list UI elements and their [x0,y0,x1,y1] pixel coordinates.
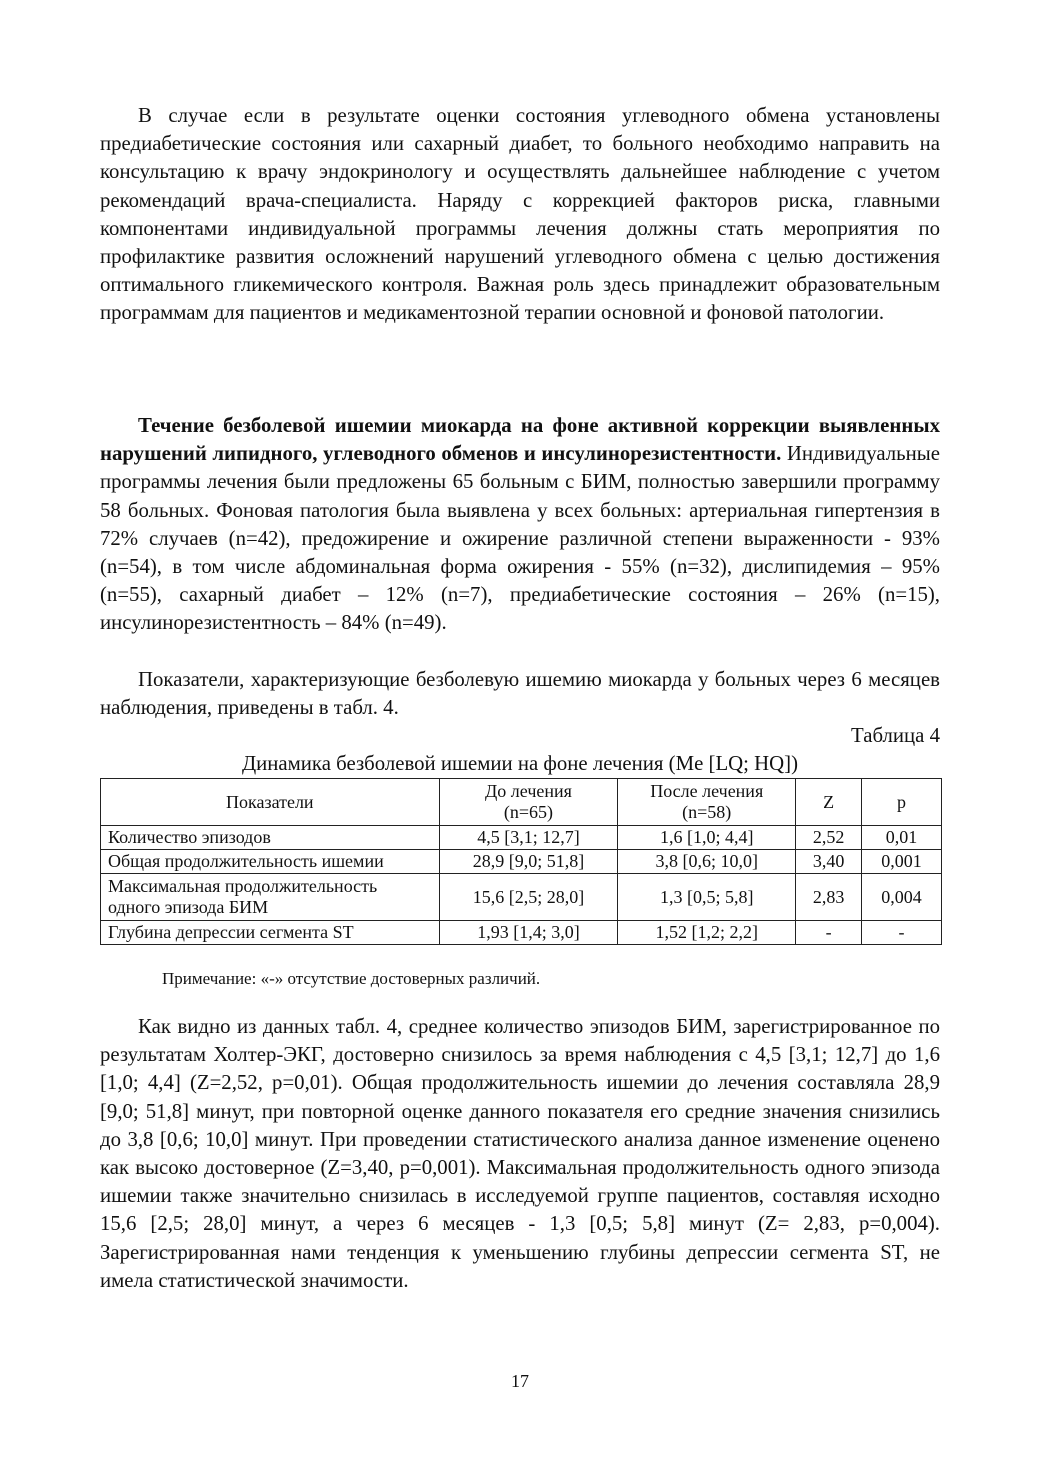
row-label-line2: одного эпизода БИМ [108,897,269,917]
header-after-label: После лечения [650,781,764,801]
table-note: Примечание: «-» отсутствие достоверных различий. [162,969,541,988]
header-before-label: До лечения [485,781,572,801]
row-z: 2,52 [796,826,862,850]
header-z: Z [796,779,862,826]
header-before-treatment [439,779,618,826]
row-after: 3,8 [0,6; 10,0] [618,850,796,874]
table-row [101,826,942,850]
row-label-line1: Максимальная продолжительность [108,876,378,896]
header-indicator: Показатели [101,779,440,826]
ischemia-dynamics-table [100,778,942,945]
table-row [101,850,942,874]
row-after: 1,6 [1,0; 4,4] [618,826,796,850]
table-row [101,921,942,945]
row-z: 2,83 [796,874,862,921]
paragraph-body: Индивидуальные программы лечения были предложены 65 больным с БИМ, полностью завершили программу 58 больных. Фоновая патология была выявлена у всех больных: артериальная гипертензия в 72% случаев (n=42), предожирение и ожирение различной степени выраженности - 93% (n=54), в том числе абдоминальная форма ожирения - 55% (n=32), дислипидемия – 95% (n=55), сахарный диабет – 12% (n=7), предиабетические состояния – 26% (n=15), инсулинорезистентность – 84% (n=49). [100,442,940,635]
header-after-treatment [618,779,796,826]
row-z: - [796,921,862,945]
header-after-n: (n=58) [682,802,732,822]
row-z: 3,40 [796,850,862,874]
row-p: 0,001 [862,850,942,874]
paragraph-table-intro: Показатели, характеризующие безболевую ишемию миокарда у больных через 6 месяцев наблюдения, приведены в табл. 4. [100,668,940,720]
row-label: Количество эпизодов [101,826,440,850]
row-label: Общая продолжительность ишемии [101,850,440,874]
table-title: Динамика безболевой ишемии на фоне лечения (Me [LQ; HQ]) [241,752,799,775]
page-number: 17 [511,1371,529,1391]
row-p: 0,01 [862,826,942,850]
row-before: 4,5 [3,1; 12,7] [439,826,618,850]
table-row [101,874,942,921]
row-before: 1,93 [1,4; 3,0] [439,921,618,945]
row-label [101,874,440,921]
row-after: 1,52 [1,2; 2,2] [618,921,796,945]
paragraph-results-discussion: Как видно из данных табл. 4, среднее количество эпизодов БИМ, зарегистрированное по результатам Холтер-ЭКГ, достоверно снизилось за время наблюдения с 4,5 [3,1; 12,7] до 1,6 [1,0; 4,4] (Z=2,52, p=0,01). Общая продолжительность ишемии до лечения составляла 28,9 [9,0; 51,8] минут, при повторной оценке данного показателя его средние значения снизились до 3,8 [0,6; 10,0] минут. При проведении статистического анализа данное изменение оценено как высоко достоверное (Z=3,40, p=0,001). Максимальная продолжительность одного эпизода ишемии также значительно снизилась в исследуемой группе пациентов, составляя исходно 15,6 [2,5; 28,0] минут, а через 6 месяцев - 1,3 [0,5; 5,8] минут (Z= 2,83, p=0,004). Зарегистрированная нами тенденция к уменьшению глубины депрессии сегмента ST, не имела статистической значимости. [100,1015,940,1292]
row-label: Глубина депрессии сегмента ST [101,921,440,945]
section-heading: Течение безболевой ишемии миокарда на фоне активной коррекции выявленных нарушений липидного, углеводного обменов и инсулинорезистентности. [100,414,940,466]
row-before: 15,6 [2,5; 28,0] [439,874,618,921]
row-p: 0,004 [862,874,942,921]
row-p: - [862,921,942,945]
table-number: Таблица 4 [851,724,940,747]
header-p: p [862,779,942,826]
row-before: 28,9 [9,0; 51,8] [439,850,618,874]
header-before-n: (n=65) [503,802,554,822]
row-after: 1,3 [0,5; 5,8] [618,874,796,921]
paragraph-course-of-ischemia [100,412,940,638]
paragraph-prediabetes: В случае если в результате оценки состояния углеводного обмена установлены предиабетические состояния или сахарный диабет, то больного необходимо направить на консультацию к врачу эндокринологу и осуществлять дальнейшее наблюдение с учетом рекомендаций врача-специалиста. Наряду с коррекцией факторов риска, главными компонентами индивидуальной программы лечения должны стать мероприятия по профилактике развития осложнений нарушений углеводного обмена с целью достижения оптимального гликемического контроля. Важная роль здесь принадлежит образовательным программам для пациентов и медикаментозной терапии основной и фоновой патологии. [100,104,940,325]
table-header-row [101,779,942,826]
